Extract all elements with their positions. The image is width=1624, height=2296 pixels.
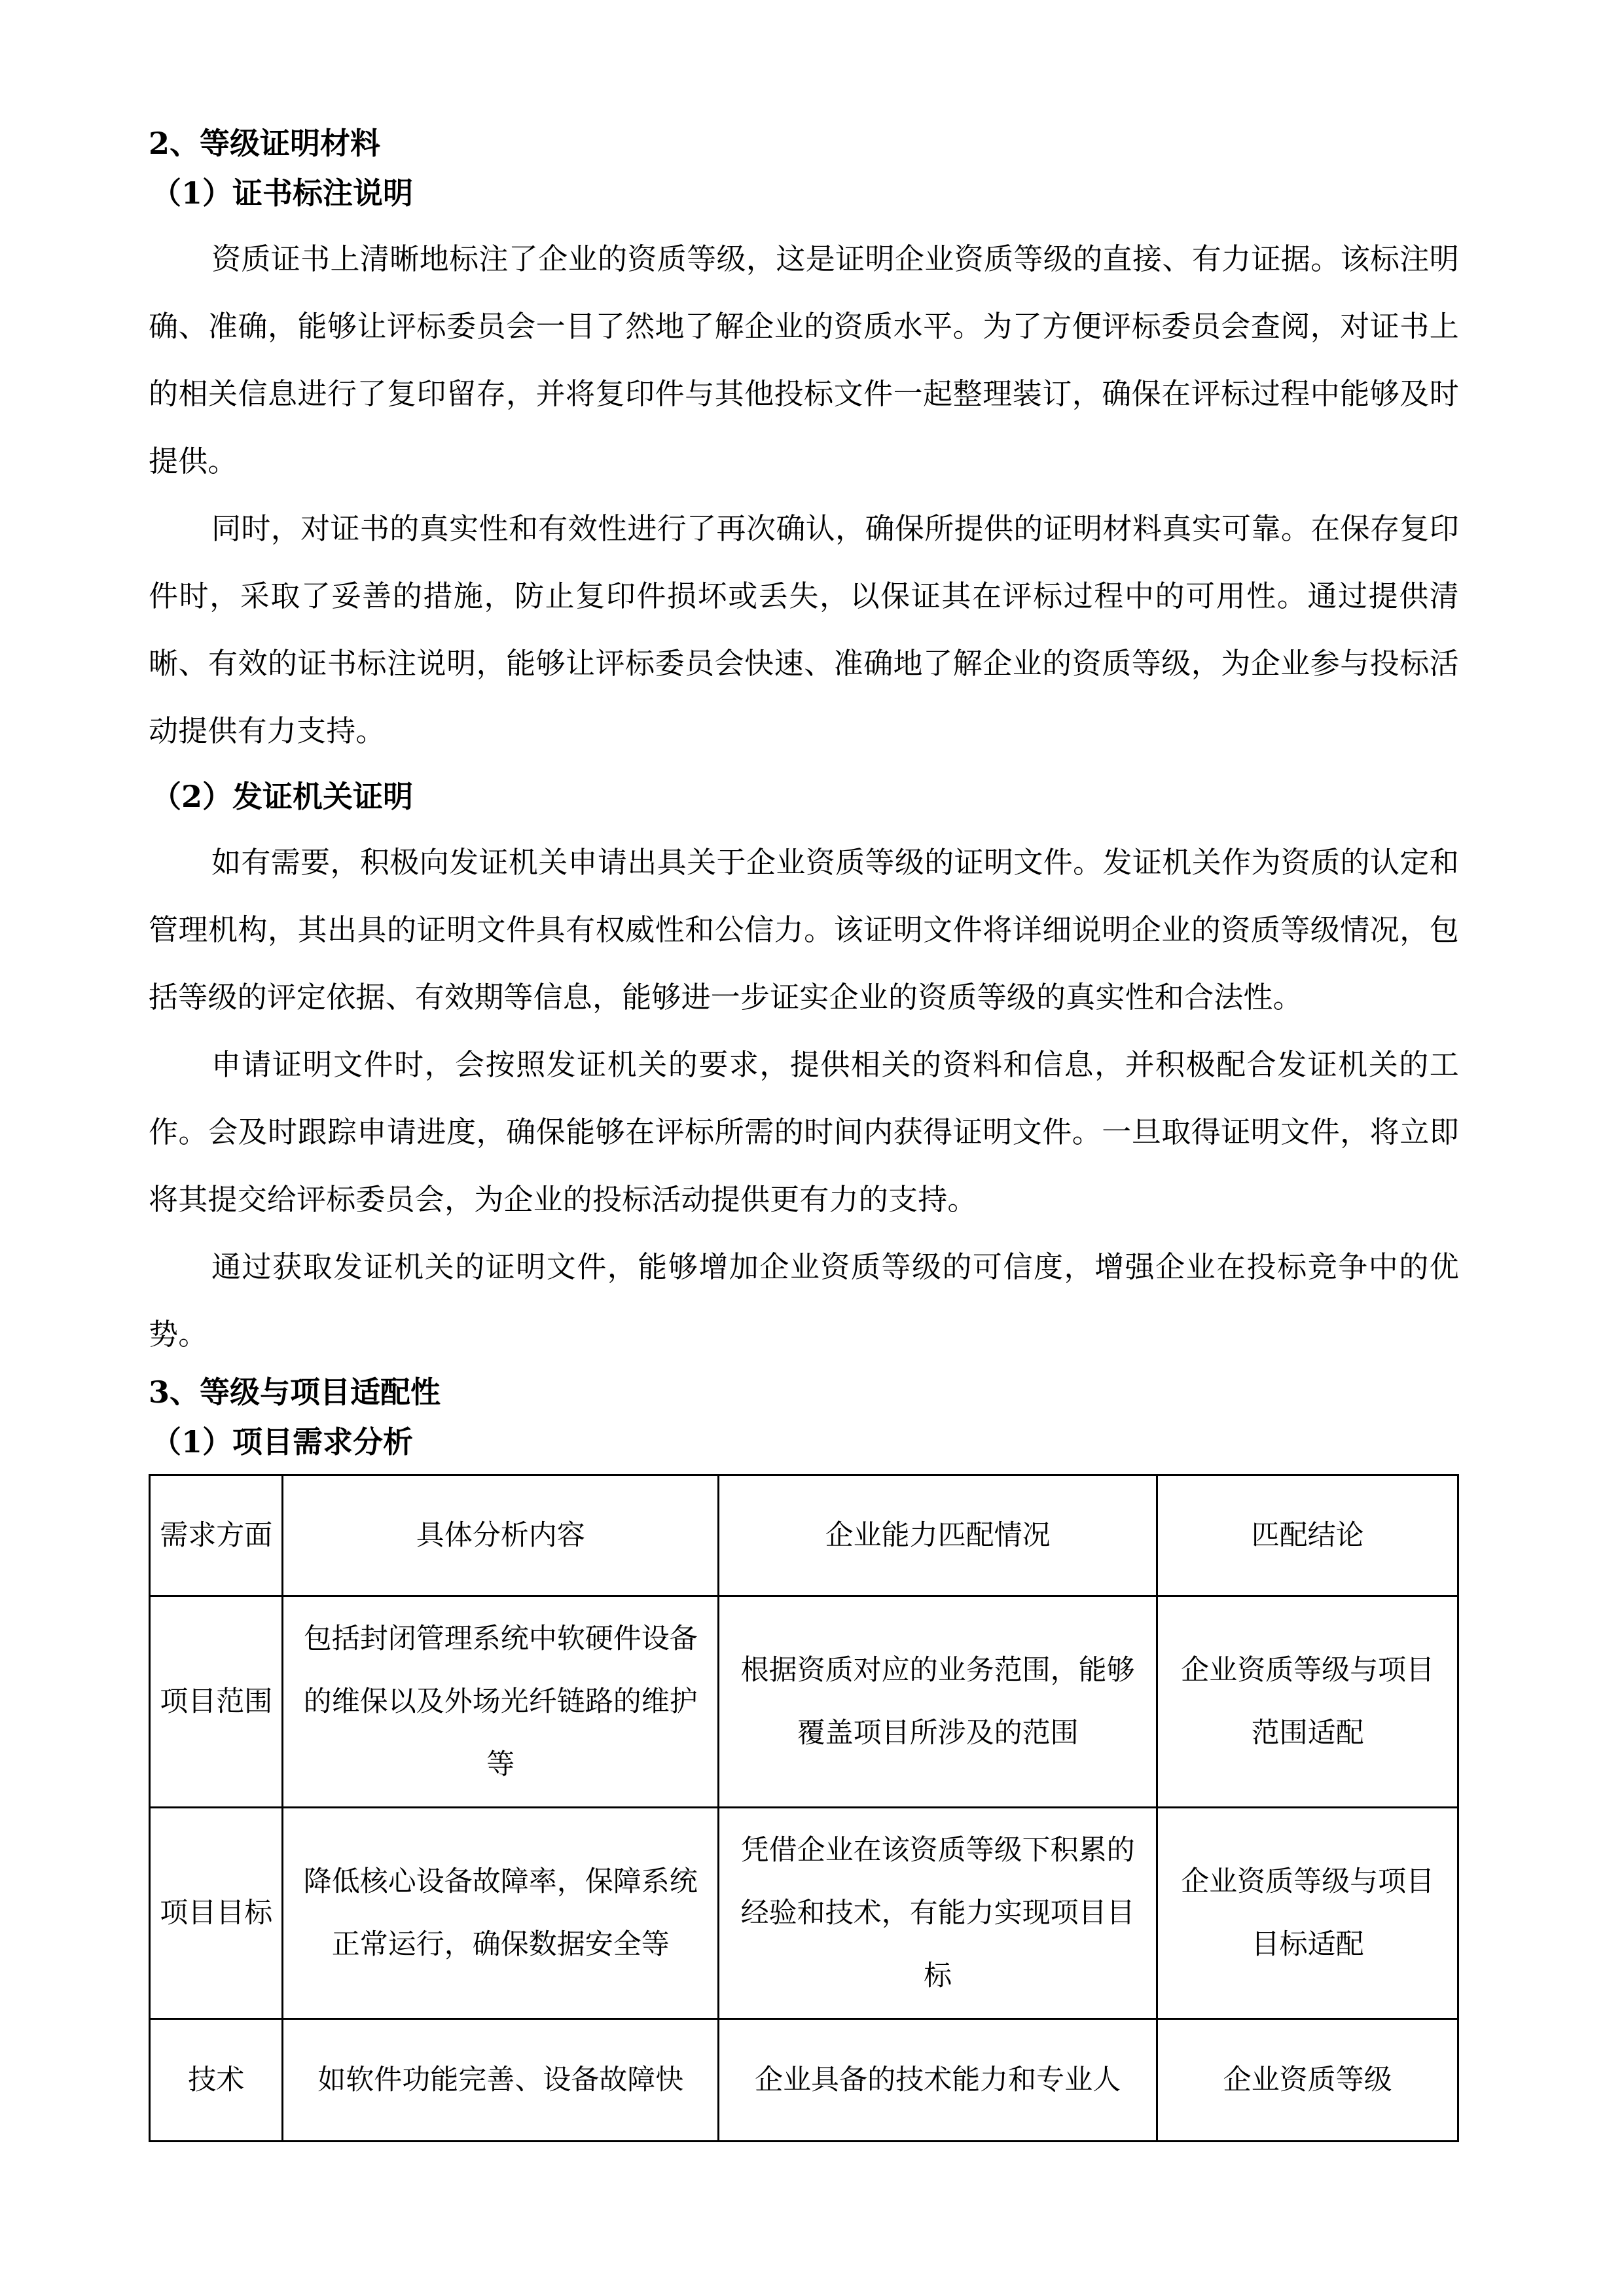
table-cell-conclusion: 企业资质等级与项目范围适配 xyxy=(1157,1596,1458,1808)
table-cell-capability: 凭借企业在该资质等级下积累的经验和技术，有能力实现项目目标 xyxy=(719,1808,1157,2019)
requirement-analysis-table xyxy=(149,1474,1459,2142)
table-cell-capability: 根据资质对应的业务范围，能够覆盖项目所涉及的范围 xyxy=(719,1596,1157,1808)
table-cell-conclusion: 企业资质等级与项目目标适配 xyxy=(1157,1808,1458,2019)
table-cell-analysis: 如软件功能完善、设备故障快 xyxy=(283,2019,719,2142)
table-header-aspect: 需求方面 xyxy=(150,1475,283,1596)
sub-heading-1-2: （2）发证机关证明 xyxy=(151,779,414,814)
paragraph-1-2-2: 申请证明文件时，会按照发证机关的要求，提供相关的资料和信息，并积极配合发证机关的工作。会及时跟踪申请进度，确保能够在评标所需的时间内获得证明文件。一旦取得证明文件，将立即将其提交给评标委员会，为企业的投标活动提供更有力的支持。 xyxy=(149,1047,1459,1217)
paragraph-1-2-3: 通过获取发证机关的证明文件，能够增加企业资质等级的可信度，增强企业在投标竞争中的优势。 xyxy=(149,1249,1459,1352)
table-header-conclusion: 匹配结论 xyxy=(1157,1475,1458,1596)
table-row xyxy=(150,1808,1458,2019)
sub-heading-3-1: （1）项目需求分析 xyxy=(151,1424,414,1460)
table-header-row xyxy=(150,1475,1458,1596)
table-header-analysis: 具体分析内容 xyxy=(283,1475,719,1596)
section-heading-2: 2、等级证明材料 xyxy=(149,126,381,161)
paragraph-1-2-1: 如有需要，积极向发证机关申请出具关于企业资质等级的证明文件。发证机关作为资质的认定和管理机构，其出具的证明文件具有权威性和公信力。该证明文件将详细说明企业的资质等级情况，包括等级的评定依据、有效期等信息，能够进一步证实企业的资质等级的真实性和合法性。 xyxy=(149,845,1459,1014)
table-row xyxy=(150,2019,1458,2142)
paragraph-1-1-1: 资质证书上清晰地标注了企业的资质等级，这是证明企业资质等级的直接、有力证据。该标注明确、准确，能够让评标委员会一目了然地了解企业的资质水平。为了方便评标委员会查阅，对证书上的相关信息进行了复印留存，并将复印件与其他投标文件一起整理装订，确保在评标过程中能够及时提供。 xyxy=(149,242,1459,478)
table-cell-aspect: 项目目标 xyxy=(150,1808,283,2019)
table-cell-analysis: 降低核心设备故障率，保障系统正常运行，确保数据安全等 xyxy=(283,1808,719,2019)
table-cell-aspect: 技术 xyxy=(150,2019,283,2142)
table-cell-aspect: 项目范围 xyxy=(150,1596,283,1808)
sub-heading-1-1: （1）证书标注说明 xyxy=(151,175,414,211)
page-content xyxy=(149,128,1459,2142)
table-cell-analysis: 包括封闭管理系统中软硬件设备的维保以及外场光纤链路的维护等 xyxy=(283,1596,719,1808)
table-row xyxy=(150,1596,1458,1808)
table-header-capability: 企业能力匹配情况 xyxy=(719,1475,1157,1596)
requirement-analysis-table-wrap xyxy=(149,1474,1459,2142)
section-heading-3: 3、等级与项目适配性 xyxy=(149,1374,441,1410)
table-cell-conclusion: 企业资质等级 xyxy=(1157,2019,1458,2142)
table-cell-capability: 企业具备的技术能力和专业人 xyxy=(719,2019,1157,2142)
paragraph-1-1-2: 同时，对证书的真实性和有效性进行了再次确认，确保所提供的证明材料真实可靠。在保存复印件时，采取了妥善的措施，防止复印件损坏或丢失，以保证其在评标过程中的可用性。通过提供清晰、有效的证书标注说明，能够让评标委员会快速、准确地了解企业的资质等级，为企业参与投标活动提供有力支持。 xyxy=(149,511,1459,748)
